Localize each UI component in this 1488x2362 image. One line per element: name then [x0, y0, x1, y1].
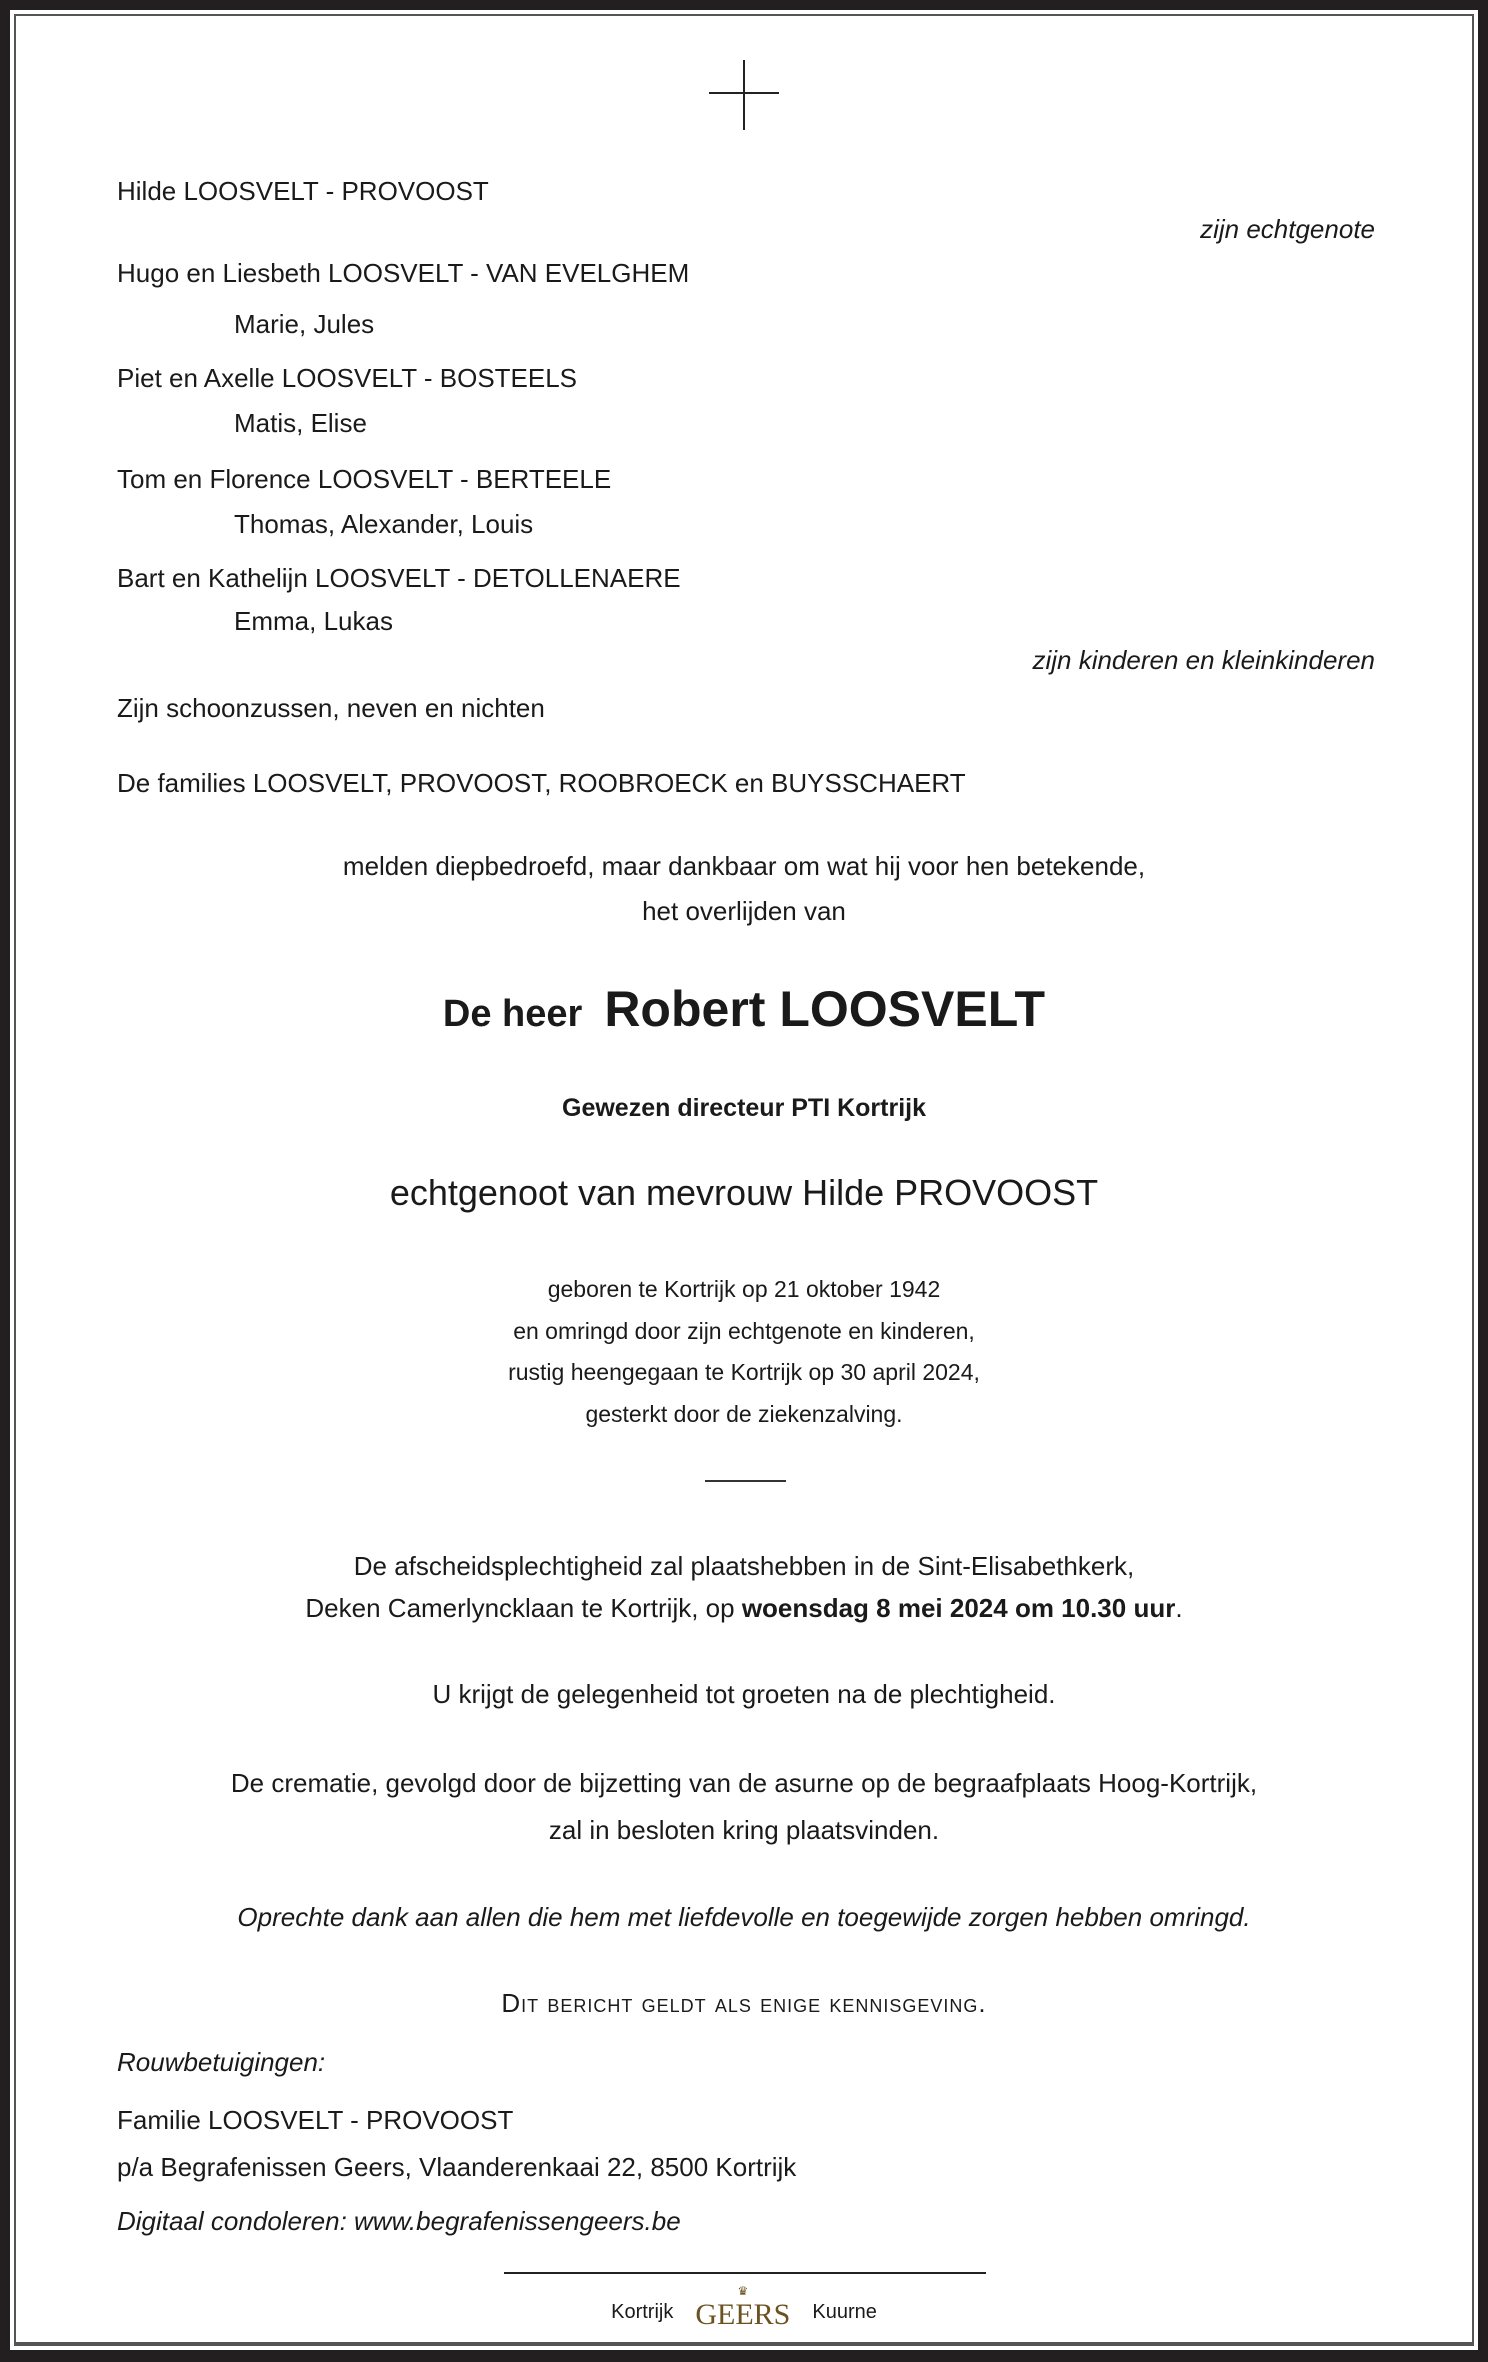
spouse-role: zijn echtgenote [1200, 214, 1375, 244]
detail-passed: rustig heengegaan te Kortrijk op 30 april 2024, [508, 1359, 980, 1385]
grandchildren-4: Emma, Lukas [234, 606, 393, 636]
condolences-name: Familie LOOSVELT - PROVOOST [117, 2105, 514, 2135]
ceremony-line-1: De afscheidsplechtigheid zal plaatshebben in de Sint-Elisabethkerk, [353, 1551, 1135, 1581]
detail-surrounded: en omringd door zijn echtgenote en kinderen, [513, 1318, 975, 1344]
geers-logo [695, 2284, 791, 2331]
deceased-function: Gewezen directeur PTI Kortrijk [562, 1094, 926, 1122]
greeting: U krijgt de gelegenheid tot groeten na de plechtigheid. [432, 1679, 1056, 1709]
footer-left: Kortrijk [611, 2301, 674, 2323]
grandchildren-1: Marie, Jules [234, 309, 375, 339]
digital-condolences-link[interactable]: Digitaal condoleren: www.begrafenissengeers.be [117, 2206, 681, 2236]
announce-line-1: melden diepbedroefd, maar dankbaar om wat hij voor hen betekende, [342, 851, 1146, 881]
thanks: Oprechte dank aan allen die hem met liefdevolle en toegewijde zorgen hebben omringd. [237, 1902, 1251, 1932]
child-4: Bart en Kathelijn LOOSVELT - DETOLLENAERE [117, 563, 681, 593]
child-2: Piet en Axelle LOOSVELT - BOSTEELS [117, 363, 578, 393]
footer-divider [504, 2272, 986, 2274]
ceremony-period: . [1175, 1593, 1183, 1623]
ceremony-line-2 [0, 1590, 1488, 1626]
children-role: zijn kinderen en kleinkinderen [1032, 645, 1375, 675]
cremation-line-1: De crematie, gevolgd door de bijzetting van de asurne op de begraafplaats Hoog-Kortrijk, [230, 1768, 1258, 1798]
crown-icon: ♛ [737, 2284, 749, 2298]
deceased-spouse-of: echtgenoot van mevrouw Hilde PROVOOST [389, 1172, 1099, 1213]
geers-logo-text: GEERS [695, 2298, 791, 2331]
separator [705, 1480, 786, 1482]
child-3: Tom en Florence LOOSVELT - BERTEELE [117, 464, 612, 494]
cremation-line-2: zal in besloten kring plaatsvinden. [548, 1815, 940, 1845]
child-1: Hugo en Liesbeth LOOSVELT - VAN EVELGHEM [117, 258, 690, 288]
grandchildren-3: Thomas, Alexander, Louis [234, 509, 534, 539]
ceremony-place: Deken Camerlyncklaan te Kortrijk, op [305, 1593, 742, 1623]
ceremony-datetime: woensdag 8 mei 2024 om 10.30 uur [741, 1593, 1176, 1623]
condolences-label: Rouwbetuigingen: [117, 2047, 326, 2077]
spouse-name: Hilde LOOSVELT - PROVOOST [117, 176, 489, 206]
in-laws: Zijn schoonzussen, neven en nichten [117, 693, 545, 723]
announce-line-2: het overlijden van [642, 896, 846, 926]
deceased-heading [0, 977, 1488, 1041]
footer [0, 2284, 1488, 2331]
deceased-name: Robert LOOSVELT [604, 981, 1046, 1037]
deceased-prefix: De heer [442, 993, 583, 1035]
detail-sacrament: gesterkt door de ziekenzalving. [585, 1401, 903, 1427]
footer-right: Kuurne [812, 2301, 877, 2323]
condolences-address: p/a Begrafenissen Geers, Vlaanderenkaai 22, 8500 Kortrijk [117, 2152, 797, 2182]
notice: Dit bericht geldt als enige kennisgeving. [501, 1988, 987, 2018]
grandchildren-2: Matis, Elise [234, 408, 367, 438]
families: De families LOOSVELT, PROVOOST, ROOBROECK en BUYSSCHAERT [117, 768, 966, 798]
detail-born: geboren te Kortrijk op 21 oktober 1942 [547, 1276, 941, 1302]
